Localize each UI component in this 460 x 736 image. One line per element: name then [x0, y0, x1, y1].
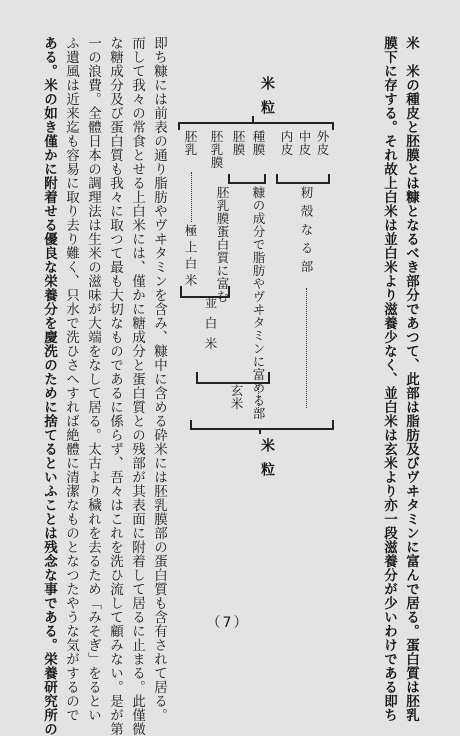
diagram-top-brace [178, 122, 334, 130]
diagram-layer-outer: 外皮 [315, 130, 330, 156]
right-paragraph-line-1: 米 米の種皮と胚膜とは糠となるべき部分であつて、此部は脂肪及びヴヰタミンに富んで居る。蛋白質は胚乳 [403, 36, 419, 722]
diagram-label-white: 並白米 [203, 296, 218, 358]
left-paragraph-line-1: 即ち糠には前表の通り脂肪やヴヰタミンを含み、糠中に含める砕米には胚乳膜部の蛋白質も含有されて居る。 [151, 36, 167, 722]
diagram-grain-top: 米粒 [259, 76, 275, 124]
diagram-label-brown: 玄米 [229, 384, 244, 410]
diagram-layer-endosperm-membrane: 胚乳膜 [209, 130, 224, 169]
diagram-grain-bottom: 米粒 [259, 438, 275, 486]
left-paragraph-line-3: な糖成分及び蛋白質も我々に取つて最も大切なものであるに係らず、吾々はこれを洗ひ流して顧みない。是が第 [107, 36, 123, 736]
diagram-label-bran: 糠の成分で脂肪やヴヰタミンに富める部 [251, 186, 266, 420]
diagram-layer-middle: 中皮 [297, 130, 312, 156]
diagram-bottom-brace [190, 420, 334, 430]
left-paragraph-line-4: 一の浪費。全體日本の調理法は生米の滋味が大端をなして居る。太古より穢れを去るため「みそぎ」をるとい [85, 36, 101, 722]
diagram-bran-brace [228, 174, 266, 184]
diagram-layer-endosperm: 胚乳 [183, 130, 198, 156]
diagram-layer-germ-membrane: 胚膜 [231, 130, 246, 156]
left-paragraph-line-2: 而して我々の常食とせる上白米には、僅かに糖成分と蛋白質との残部が其表面に附着して居るに止まる。此僅微 [129, 36, 145, 736]
diagram-label-protein: 胚乳膜蛋白質に富む [215, 186, 230, 303]
left-paragraph-line-5: ふ遺風は近来迄も容易に取り去り難く、只水で洗ひさへすれば絶體に清潔なものとなつたやうな気がするので [63, 36, 79, 722]
left-paragraph-line-6: ある。米の如き僅かに附着せる優良な栄養分を慶洗のために捨てるといふことは残念な事である。栄養研究所の [41, 36, 57, 736]
diagram-layer-inner: 内皮 [279, 130, 294, 156]
page-number: （7） [206, 615, 250, 631]
diagram-husk-brace [276, 174, 330, 184]
diagram-brown-rice-brace [196, 372, 270, 384]
right-paragraph-line-2: 膜下に存する。それ故上白米は並白米より滋養少なく、並白米は玄米より亦一段滋養分が少いわけである即ち [381, 36, 397, 722]
diagram-label-husk: 籾殻なる部 [299, 186, 314, 279]
diagram-label-polished: 極上白米 [183, 224, 198, 290]
diagram-layer-seed-coat: 種膜 [251, 130, 266, 156]
